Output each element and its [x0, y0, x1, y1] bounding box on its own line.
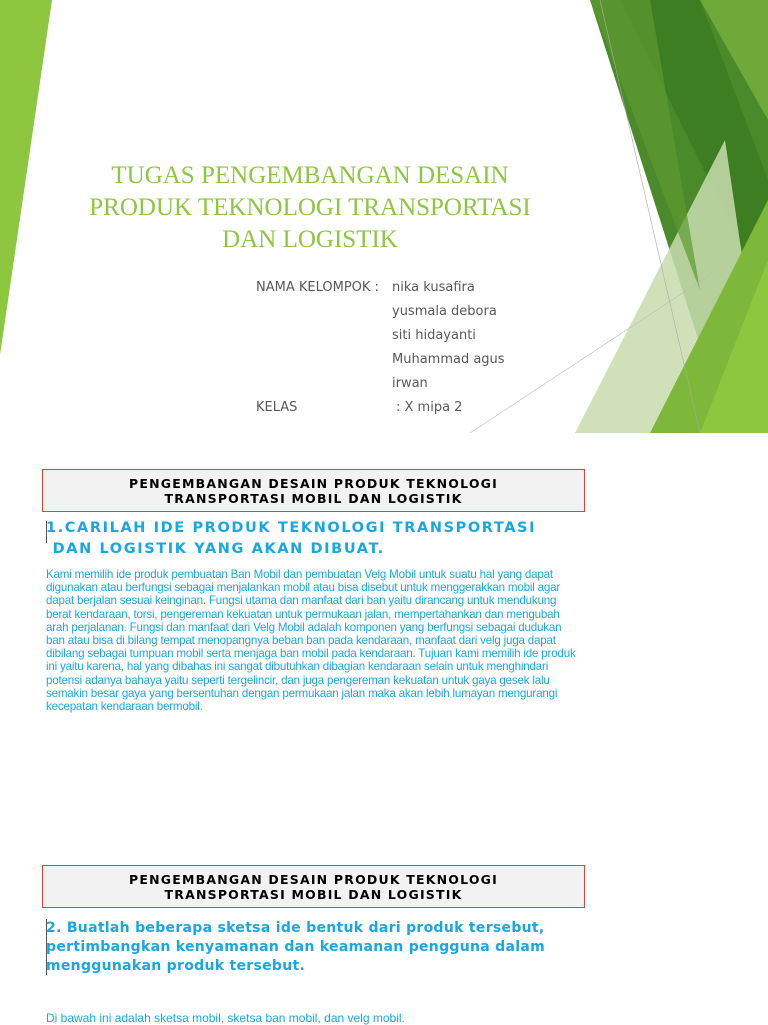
title-slide: [0, 0, 768, 433]
title-line-1: TUGAS PENGEMBANGAN DESAIN: [111, 162, 509, 189]
title-line-2: PRODUK TEKNOLOGI TRANSPORTASI: [89, 194, 531, 221]
member-name: yusmala debora: [392, 304, 497, 319]
header-line-1: PENGEMBANGAN DESAIN PRODUK TEKNOLOGI: [129, 871, 498, 887]
question-line-2: DAN LOGISTIK YANG AKAN DIBUAT.: [46, 541, 385, 557]
question-line-2: pertimbangkan kenyamanan dan keamanan pengguna dalam: [46, 939, 545, 955]
slide-header: [42, 865, 585, 908]
presentation-title: [80, 160, 540, 256]
question-line-1: 2. Buatlah beberapa sketsa ide bentuk dari produk tersebut,: [46, 920, 545, 936]
content-slide-1: [0, 433, 768, 833]
member-name: irwan: [392, 376, 428, 391]
class-label: KELAS: [256, 400, 298, 415]
content-slide-2: [0, 833, 768, 1024]
header-line-1: PENGEMBANGAN DESAIN PRODUK TEKNOLOGI: [129, 475, 498, 491]
header-line-2: TRANSPORTASI MOBIL DAN LOGISTIK: [164, 490, 463, 506]
class-value: : X mipa 2: [396, 400, 463, 415]
question-2: [46, 919, 586, 976]
sketch-caption: Di bawah ini adalah sketsa mobil, sketsa ban mobil, dan velg mobil.: [46, 1011, 405, 1025]
group-label: NAMA KELOMPOK :: [256, 280, 379, 295]
answer-paragraph: Kami memilih ide produk pembuatan Ban Mobil dan pembuatan Velg Mobil untuk suatu hal yang dapat digunakan atau berfungsi sebagai menjalankan mobil atau bisa disebut untuk menggerakkan mobil agar dapat berjalan sesuai keinginan. Fungsi utama dan manfaat dari ban yaitu dirancang untuk mendukung berat kendaraan, torsi, pengereman kekuatan untuk permukaan jalan, mempertahankan dan mengubah arah perjalanan. Fungsi dan manfaat dari Velg Mobil adalah komponen yang berfungsi sebagai dudukan ban atau bisa di bilang tempat menopangnya beban ban pada kendaraan, manfaat dari velg juga dapat dibilang sebagai tumpuan mobil serta menjaga ban mobil pada kendaraan. Tujuan kami memilih ide produk ini yaitu karena, hal yang dibahas ini sangat dibutuhkan dibagian kendaraan selain untuk menghindari potensi adanya bahaya yaitu seperti tergelincir, dan juga pengereman kekuatan untuk gaya gesek lalu semakin besar gaya yang bersentuhan dengan permukaan jalan maka akan lebih lumayan mengurangi kecepatan kendaraan bermobil.: [46, 568, 576, 714]
question-1: [46, 518, 536, 560]
header-line-2: TRANSPORTASI MOBIL DAN LOGISTIK: [164, 886, 463, 902]
question-line-3: menggunakan produk tersebut.: [46, 958, 306, 974]
question-line-1: 1.CARILAH IDE PRODUK TEKNOLOGI TRANSPORTASI: [46, 520, 537, 536]
member-name: nika kusafira: [392, 280, 475, 295]
title-line-3: DAN LOGISTIK: [222, 226, 398, 253]
member-name: siti hidayanti: [392, 328, 476, 343]
member-name: Muhammad agus: [392, 352, 505, 367]
slide-header: [42, 469, 585, 512]
